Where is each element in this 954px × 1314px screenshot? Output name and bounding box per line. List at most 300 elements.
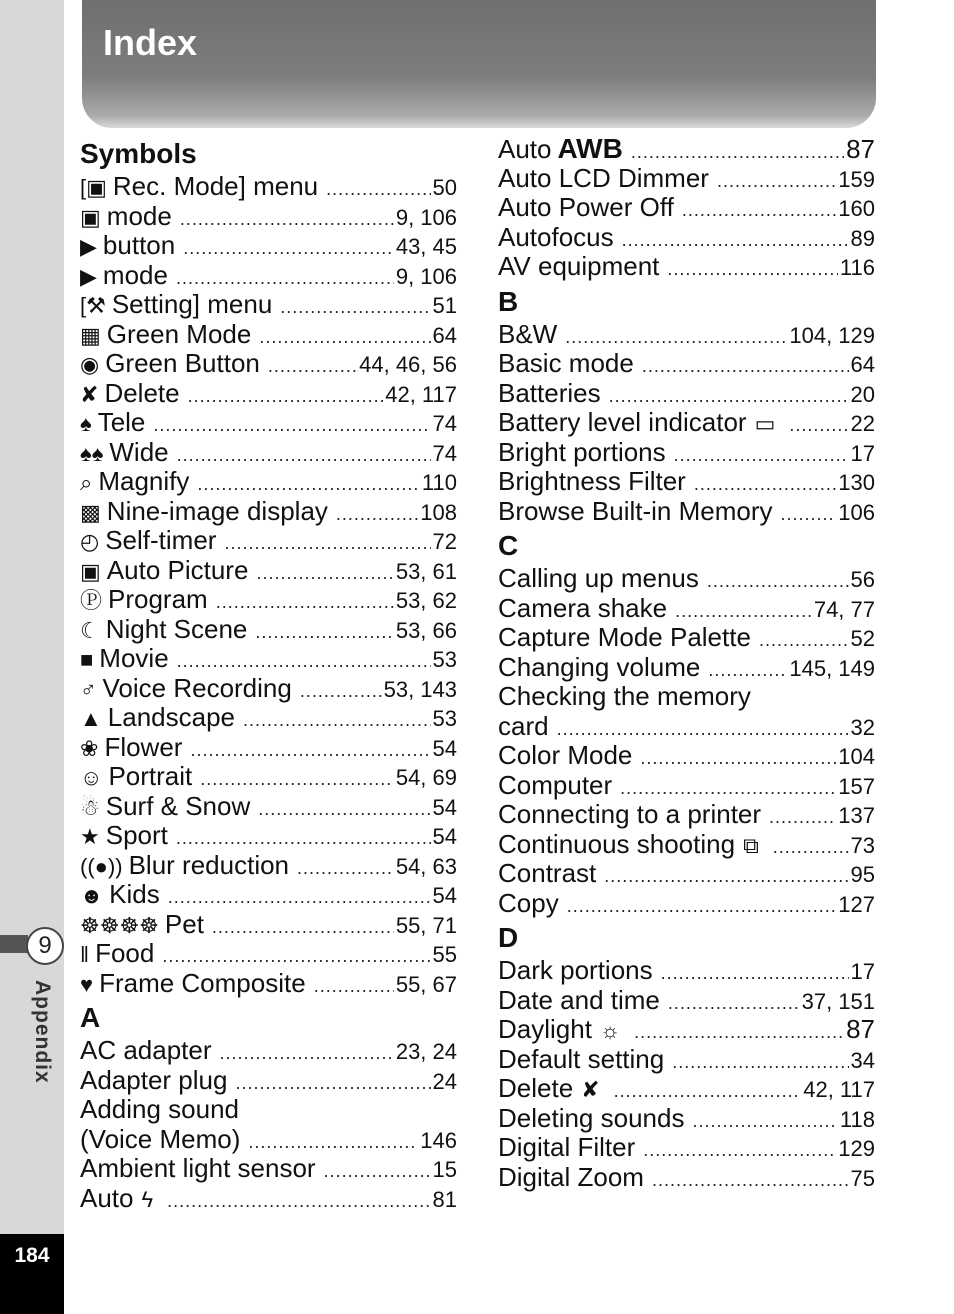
entry-term: Flower (104, 731, 183, 762)
nine-image-icon: ▩ (80, 499, 101, 525)
awb-icon: AWB (557, 133, 623, 164)
entry-pages: 159 (838, 166, 875, 192)
index-entry (80, 526, 457, 556)
entry-term: Magnify (98, 466, 190, 496)
entry-term-group (498, 223, 614, 253)
entry-term-group (80, 467, 189, 498)
entry-pages: 55, 67 (395, 971, 457, 997)
index-entry (80, 290, 457, 320)
food-icon: ‖ (80, 942, 90, 967)
chapter-tab (0, 935, 28, 953)
entry-pages: 50 (432, 175, 457, 200)
entry-term-group (80, 821, 168, 852)
dot-leader (235, 1069, 430, 1099)
flower-icon: ❀ (80, 735, 99, 761)
dot-leader (717, 167, 836, 197)
entry-term-group (498, 859, 596, 889)
dot-leader (259, 323, 430, 353)
index-entry (498, 771, 875, 801)
index-entry (498, 1163, 875, 1193)
index-entry (80, 497, 457, 527)
entry-term: Batteries (498, 377, 601, 408)
entry-pages: 42, 117 (803, 1077, 875, 1102)
index-entry (80, 556, 457, 586)
index-entry (80, 969, 457, 999)
entry-term-group (498, 623, 751, 653)
index-entry (80, 585, 457, 615)
entry-term: Digital Filter (498, 1132, 636, 1162)
dot-leader (314, 972, 394, 1002)
entry-term: Continuous shooting (498, 828, 736, 859)
entry-term-group (498, 682, 751, 712)
entry-term-group (498, 771, 612, 801)
entry-term: Date and time (498, 984, 660, 1015)
entry-term: Deleting sounds (498, 1102, 685, 1133)
entry-pages: 37, 151 (801, 988, 875, 1014)
flash-auto-icon: ϟ (141, 1186, 154, 1212)
index-entry (498, 859, 875, 889)
index-entry (498, 379, 875, 409)
entry-pages: 15 (432, 1157, 457, 1182)
entry-term-group (80, 969, 306, 1000)
entry-pages: 145, 149 (789, 655, 875, 681)
entry-term-group (498, 653, 700, 683)
entry-pages: 53, 62 (395, 588, 457, 613)
index-entry (80, 674, 457, 704)
entry-term-group (498, 467, 686, 497)
entry-term: Dark portions (498, 955, 653, 985)
entry-term: Browse Built-in Memory (498, 495, 773, 526)
entry-pages: 157 (838, 773, 875, 799)
index-entry (498, 623, 875, 653)
dot-leader (672, 1048, 848, 1078)
entry-pages: 53 (432, 647, 457, 672)
page-header-banner (82, 0, 876, 128)
index-entry (498, 1133, 875, 1163)
magnify-icon: ⌕ (80, 470, 93, 495)
entry-term: Ambient light sensor (80, 1153, 316, 1183)
entry-term: Daylight (498, 1014, 592, 1044)
entry-term: Green Button (105, 348, 260, 378)
entry-pages: 53, 143 (383, 676, 457, 702)
daylight-icon: ☼ (599, 1018, 621, 1043)
index-entry (80, 467, 457, 497)
entry-term-group (498, 1104, 684, 1134)
entry-term-group (498, 193, 674, 223)
index-entry (498, 1074, 875, 1104)
entry-term-group (498, 1015, 626, 1046)
dot-leader (643, 1136, 836, 1166)
dot-leader (300, 677, 382, 707)
entry-pages: 54 (432, 824, 457, 849)
entry-term-group (498, 164, 709, 194)
entry-term-group (80, 674, 292, 705)
entry-term: AV equipment (498, 251, 660, 281)
entry-pages: 53, 66 (395, 617, 457, 643)
trash-icon: ✘ (80, 381, 99, 407)
dot-leader (661, 959, 849, 989)
entry-pages: 64 (432, 322, 457, 348)
dot-leader (188, 382, 384, 412)
index-entry (80, 703, 457, 733)
entry-pages: 56 (850, 567, 875, 592)
index-entry (498, 467, 875, 497)
entry-pages: 53, 61 (395, 558, 457, 584)
pet-icon: ☸☸☸☸ (80, 912, 159, 938)
sport-icon: ★ (80, 824, 100, 849)
dot-leader (682, 196, 836, 226)
landscape-icon: ▲ (80, 706, 102, 731)
index-entry (80, 792, 457, 822)
index-entry (498, 712, 875, 742)
index-entry (80, 320, 457, 350)
index-entry (80, 261, 457, 291)
night-scene-icon: ☾ (80, 617, 100, 643)
entry-pages: 55, 71 (395, 912, 457, 938)
dot-leader (634, 1018, 844, 1048)
index-entry (80, 231, 457, 261)
playback-icon: ▶ (80, 234, 97, 259)
section-heading: D (498, 922, 519, 953)
entry-pages: 74 (432, 440, 457, 466)
index-entry (498, 594, 875, 624)
self-timer-icon: ◴ (80, 529, 100, 554)
entry-pages: 32 (850, 714, 875, 740)
dot-leader (769, 803, 836, 833)
section-heading: Symbols (80, 138, 197, 169)
chapter-sidebar (0, 0, 64, 1314)
entry-pages: 74, 77 (813, 596, 875, 622)
entry-term: Voice Recording (102, 672, 292, 703)
entry-pages: 17 (850, 959, 875, 984)
entry-term: Auto (80, 1182, 134, 1213)
entry-term: Setting] menu (111, 289, 273, 319)
dot-leader (759, 626, 849, 656)
entry-pages: 44, 46, 56 (359, 352, 457, 377)
entry-term: Battery level indicator (498, 407, 747, 437)
entry-term: Self-timer (105, 525, 217, 555)
entry-term: (Voice Memo) (80, 1123, 241, 1154)
dot-leader (167, 1187, 430, 1217)
entry-term: Green Mode (106, 318, 252, 349)
entry-term-group (498, 830, 765, 861)
index-entry (80, 1154, 457, 1184)
entry-term: Basic mode (498, 348, 634, 378)
entry-term: Default setting (498, 1043, 665, 1074)
dot-leader (324, 1157, 431, 1187)
entry-term: Pet (164, 908, 204, 939)
auto-picture-icon: ▣ (80, 558, 101, 584)
index-entry (498, 252, 875, 282)
entry-term: Checking the memory (498, 681, 751, 711)
dot-leader (326, 175, 430, 205)
entry-term: Auto Power Off (498, 192, 674, 222)
entry-term: Night Scene (105, 613, 248, 644)
entry-pages: 74 (432, 411, 457, 436)
entry-pages: 9, 106 (395, 204, 457, 230)
index-entry (498, 1045, 875, 1075)
entry-term: Nine-image display (106, 495, 328, 526)
entry-pages: 43, 45 (395, 234, 457, 259)
entry-pages: 20 (850, 381, 875, 407)
index-entry (498, 193, 875, 223)
index-entry (80, 1066, 457, 1096)
movie-icon: ■ (80, 647, 94, 672)
entry-term-group (80, 231, 175, 262)
entry-term-group (80, 1184, 159, 1215)
green-button-icon: ◉ (80, 352, 100, 377)
entry-term: Frame Composite (99, 967, 306, 998)
entry-term: Changing volume (498, 651, 701, 682)
entry-term-group (498, 712, 549, 742)
index-entry (80, 1184, 457, 1214)
entry-term-group (80, 261, 168, 292)
index-entry (498, 438, 875, 468)
entry-term-group (498, 741, 632, 771)
entry-term-group (498, 564, 699, 594)
index-entry (498, 349, 875, 379)
dot-leader (668, 989, 800, 1019)
entry-term: Color Mode (498, 740, 633, 770)
dot-leader (642, 352, 849, 382)
entry-term-group (80, 1036, 212, 1066)
section-heading: B (498, 285, 519, 317)
entry-term: Bright portions (498, 436, 666, 467)
entry-term: Movie (99, 643, 169, 673)
entry-term-group (498, 986, 660, 1016)
entry-term-group (80, 880, 160, 911)
dot-leader (153, 411, 430, 441)
entry-term-group (498, 1163, 644, 1193)
entry-term-group (498, 252, 659, 282)
entry-term: Delete (498, 1073, 574, 1103)
entry-pages: 53 (432, 706, 457, 731)
dot-leader (258, 795, 430, 825)
entry-pages: 130 (838, 470, 875, 495)
entry-term-group (498, 956, 653, 986)
entry-pages: 104, 129 (789, 322, 875, 348)
dot-leader (567, 892, 837, 922)
entry-term-group (80, 172, 318, 203)
dot-leader (789, 411, 848, 441)
chapter-number: 9 (26, 927, 64, 965)
entry-term-group (80, 349, 260, 380)
entry-term: Landscape (107, 702, 236, 732)
index-entry (80, 821, 457, 851)
entry-term-group (80, 526, 216, 557)
entry-pages: 129 (838, 1136, 875, 1161)
entry-pages: 54 (432, 735, 457, 761)
entry-term: B&W (498, 318, 558, 349)
entry-pages: 116 (839, 255, 875, 280)
frame-composite-icon: ♥ (80, 971, 94, 997)
wide-icon: ♠♠ (80, 440, 104, 466)
entry-term: AC adapter (80, 1035, 212, 1065)
entry-term-group (80, 202, 172, 233)
index-entry (498, 830, 875, 860)
index-column-left (80, 134, 457, 1213)
index-entry (80, 880, 457, 910)
dot-leader (781, 500, 837, 530)
index-entry (80, 1095, 457, 1125)
entry-term-group (498, 438, 666, 468)
dot-leader (692, 1107, 837, 1137)
entry-pages: 9, 106 (395, 263, 457, 289)
entry-term-group (80, 438, 169, 469)
entry-term-group (80, 1154, 316, 1184)
program-icon: Ⓟ (80, 588, 103, 613)
section-heading: A (80, 1002, 101, 1033)
entry-term-group (80, 408, 145, 439)
entry-pages: 54 (432, 794, 457, 820)
entry-pages: 75 (850, 1165, 875, 1191)
entry-term: Auto LCD Dimmer (498, 162, 709, 193)
entry-term-group (80, 762, 192, 793)
index-entry (498, 497, 875, 527)
entry-term-group (80, 910, 204, 941)
battery-icon: ▭ (754, 411, 776, 436)
dot-leader (243, 706, 431, 736)
index-entry (498, 134, 875, 164)
index-entry (80, 172, 457, 202)
surf-snow-icon: ☃ (80, 794, 100, 820)
entry-term-group (498, 320, 557, 350)
index-entry (498, 1104, 875, 1134)
entry-term: Autofocus (498, 221, 614, 252)
entry-term-group (80, 644, 169, 675)
microphone-icon: ♂ (80, 676, 97, 702)
dot-leader (177, 441, 431, 471)
entry-term-group (80, 615, 247, 646)
entry-term-group (498, 1133, 635, 1163)
index-entry (498, 564, 875, 594)
playback-icon: ▶ (80, 263, 97, 289)
dot-leader (674, 441, 849, 471)
entry-term: button (102, 230, 176, 260)
index-entry (80, 408, 457, 438)
entry-term-group (80, 733, 182, 764)
entry-pages: 106 (838, 499, 875, 525)
index-entry (498, 320, 875, 350)
dot-leader (604, 862, 848, 892)
chapter-label: Appendix (31, 980, 54, 1084)
entry-term-group (80, 585, 208, 616)
entry-term-group (498, 408, 781, 439)
dot-leader (255, 618, 393, 648)
entry-pages: 34 (850, 1047, 875, 1073)
entry-term: Kids (109, 879, 160, 909)
entry-term: Wide (109, 436, 169, 467)
dot-leader (652, 1166, 849, 1196)
entry-term-group (80, 1125, 240, 1155)
entry-pages: 127 (838, 891, 875, 917)
index-entry (80, 910, 457, 940)
section-heading: C (498, 530, 519, 561)
index-entry (498, 682, 875, 712)
index-entry (80, 762, 457, 792)
entry-pages: 54, 63 (395, 853, 457, 879)
dot-leader (280, 293, 430, 323)
entry-pages: 64 (850, 352, 875, 377)
index-entry (498, 956, 875, 986)
dot-leader (707, 567, 849, 597)
entry-pages: 95 (850, 862, 875, 887)
dot-leader (268, 352, 357, 382)
kids-icon: ☻ (80, 883, 104, 908)
camera-icon: [▣ (80, 175, 107, 200)
entry-pages: 72 (432, 529, 457, 554)
entry-term-group (498, 379, 601, 409)
index-entry (80, 733, 457, 763)
entry-term: Computer (498, 769, 613, 800)
dot-leader (183, 234, 394, 264)
entry-term: mode (102, 259, 168, 290)
index-entry (80, 202, 457, 232)
index-entry (498, 741, 875, 771)
entry-term: Blur reduction (128, 849, 290, 880)
trash-icon: ✘ (581, 1077, 600, 1102)
dot-leader (336, 500, 418, 530)
entry-term: Camera shake (498, 592, 668, 623)
entry-pages: 52 (850, 626, 875, 651)
entry-pages: 137 (838, 803, 875, 828)
index-entry (80, 851, 457, 881)
entry-pages: 55 (432, 942, 457, 967)
dot-leader (168, 883, 431, 913)
entry-pages: 23, 24 (395, 1039, 457, 1064)
portrait-icon: ☺ (80, 765, 103, 790)
entry-term: Capture Mode Palette (498, 622, 751, 652)
entry-term: card (498, 710, 549, 741)
index-entry (80, 939, 457, 969)
entry-term: Calling up menus (498, 563, 699, 593)
index-entry (498, 164, 875, 194)
dot-leader (180, 205, 394, 235)
index-entry (498, 1015, 875, 1045)
dot-leader (773, 833, 849, 863)
entry-pages: 42, 117 (385, 381, 457, 407)
index-entry (80, 644, 457, 674)
index-entry (80, 379, 457, 409)
entry-pages: 73 (850, 832, 875, 858)
entry-term-group (498, 800, 761, 830)
entry-term-group (498, 1074, 606, 1105)
entry-term-group (498, 349, 634, 379)
index-entry (80, 438, 457, 468)
entry-term: Auto Picture (106, 554, 249, 585)
entry-term: Copy (498, 887, 559, 918)
entry-term-group (498, 889, 559, 919)
entry-term: Connecting to a printer (498, 799, 762, 829)
dot-leader (212, 913, 394, 943)
entry-term: Adding sound (80, 1094, 240, 1124)
entry-pages: 54, 69 (395, 765, 457, 790)
dot-leader (220, 1039, 394, 1069)
entry-term: Contrast (498, 858, 597, 888)
entry-pages: 87 (846, 1014, 875, 1044)
entry-term-group (80, 1066, 227, 1096)
entry-term: mode (106, 200, 172, 231)
entry-pages: 104 (838, 744, 875, 769)
entry-term: Program (108, 584, 208, 614)
dot-leader (256, 559, 393, 589)
dot-leader (640, 744, 836, 774)
entry-pages: 118 (839, 1106, 875, 1132)
entry-pages: 17 (850, 440, 875, 466)
entry-term: Rec. Mode] menu (112, 171, 319, 201)
entry-term-group (80, 290, 272, 321)
entry-pages: 160 (838, 196, 875, 221)
